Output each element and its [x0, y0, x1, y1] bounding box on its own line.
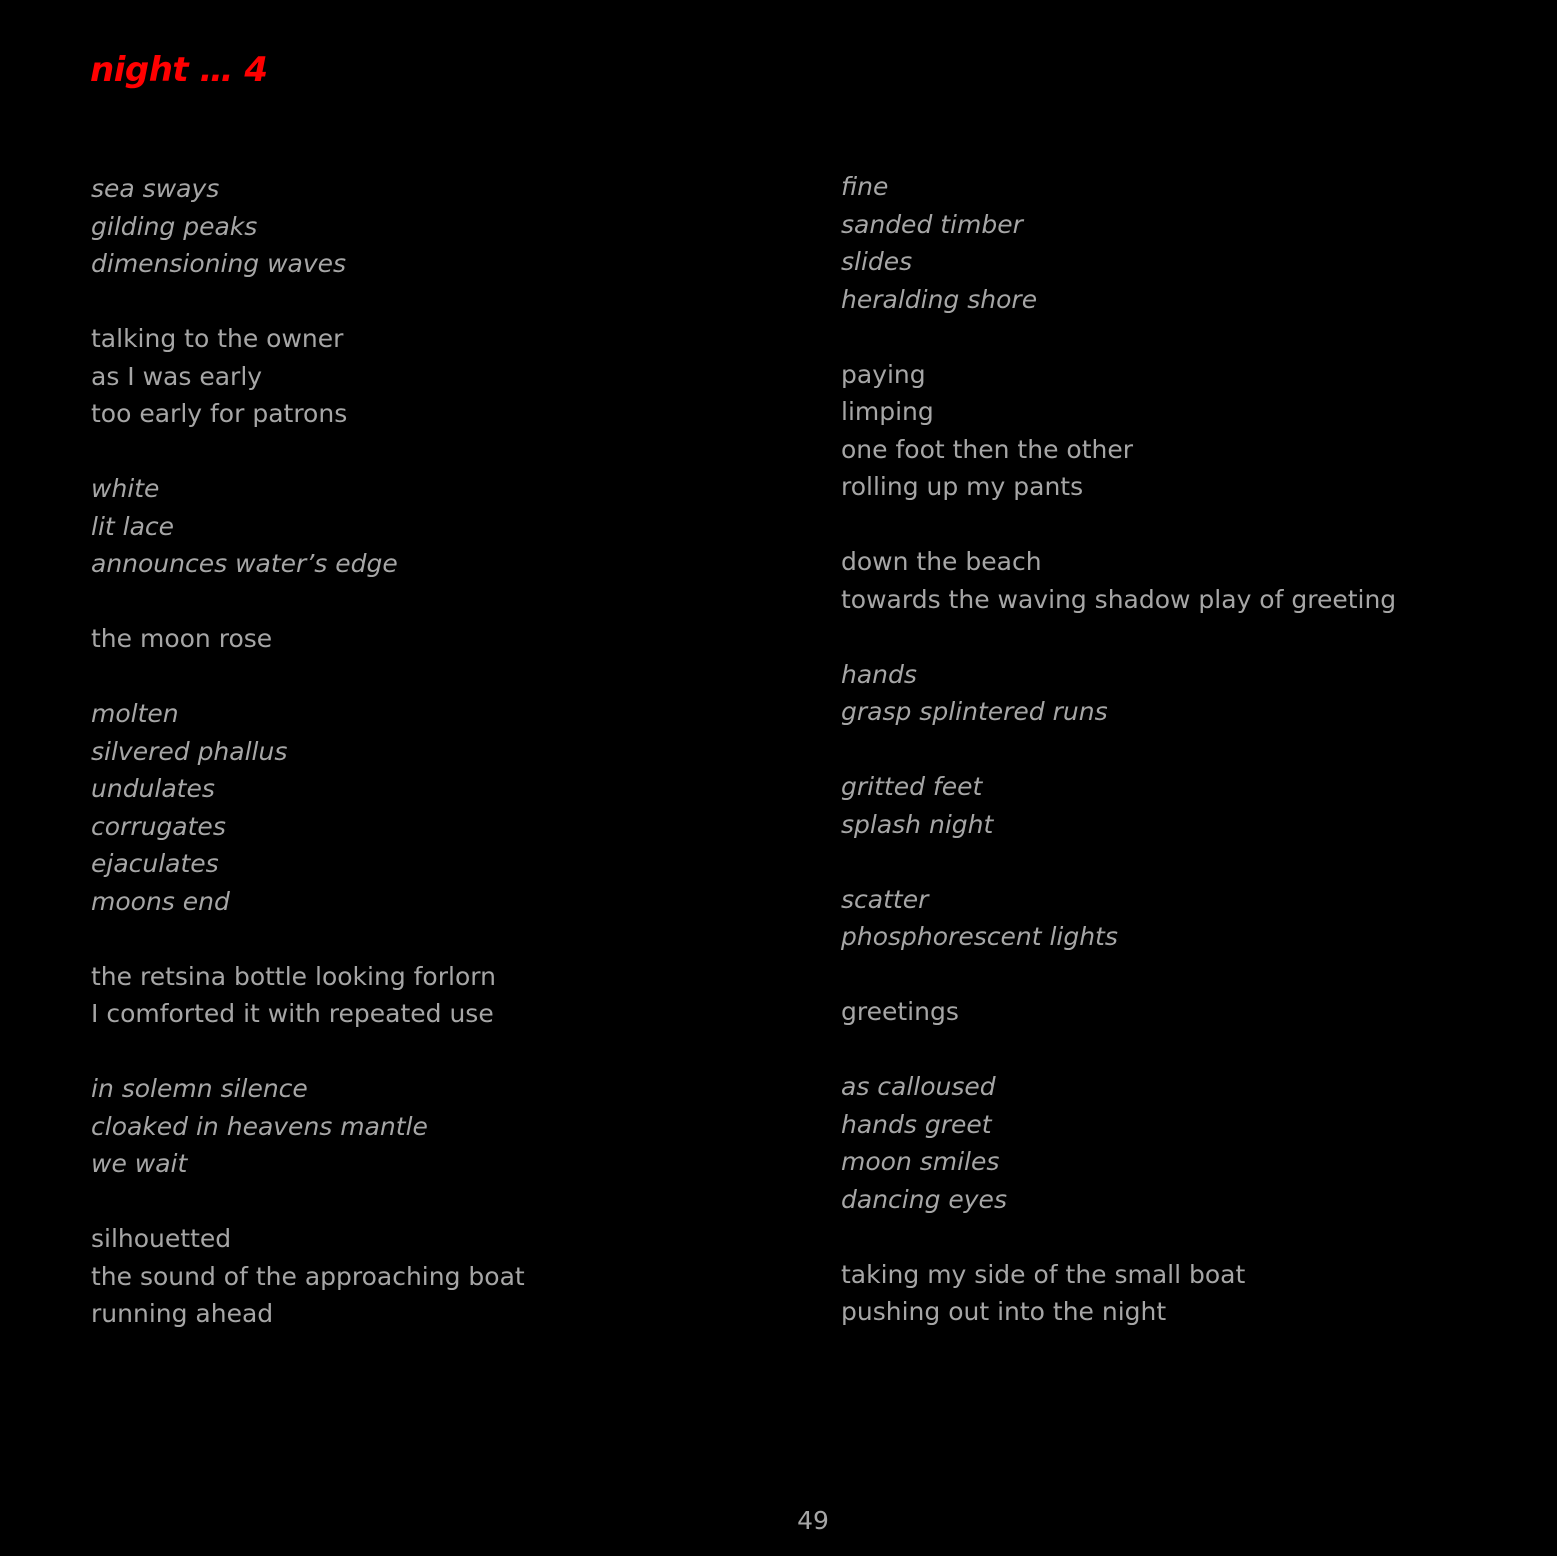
poem-line: undulates	[91, 774, 215, 803]
poem-line: in solemn silence	[91, 1074, 308, 1103]
poem-line: hands greet	[841, 1109, 992, 1139]
poem-line: we wait	[91, 1149, 188, 1178]
poem-line: as calloused	[841, 1072, 996, 1101]
poem-line: running ahead	[91, 1299, 274, 1328]
poem-line: dancing eyes	[841, 1184, 1007, 1214]
poem-line: silhouetted	[91, 1224, 232, 1253]
poem-line: white	[91, 474, 160, 503]
poem-line: grasp splintered runs	[841, 697, 1108, 726]
poem-line: slides	[841, 247, 913, 276]
poem-line: the moon rose	[91, 624, 273, 653]
poem-line: moon smiles	[841, 1147, 1000, 1176]
poem-line: gritted feet	[841, 772, 983, 801]
poem-line: the retsina bottle looking forlorn	[91, 961, 496, 991]
poem-line: announces water’s edge	[91, 549, 398, 578]
poem-line: the sound of the approaching boat	[91, 1261, 525, 1291]
poem-line: talking to the owner	[91, 324, 344, 353]
poem-line: greetings	[841, 997, 959, 1026]
poem-line: dimensioning waves	[91, 249, 347, 278]
poem-line: heralding shore	[841, 284, 1038, 314]
poem-title: night … 4	[90, 50, 268, 90]
poem-line: fine	[841, 172, 889, 201]
poem-line: phosphorescent lights	[841, 922, 1118, 951]
poem-line: sanded timber	[841, 209, 1023, 239]
poem-line: paying	[841, 359, 926, 389]
poem-line: as I was early	[91, 361, 263, 391]
poem-line: I comforted it with repeated use	[91, 999, 494, 1028]
poem-line: sea sways	[91, 174, 220, 203]
page-number: 49	[797, 1506, 829, 1535]
poem-line: splash night	[841, 809, 994, 839]
poem-line: rolling up my pants	[841, 472, 1084, 501]
poem-line: limping	[841, 397, 934, 426]
poem-line: hands	[841, 659, 917, 689]
poem-line: ejaculates	[91, 849, 219, 878]
poem-line: too early for patrons	[91, 399, 348, 428]
poem-line: cloaked in heavens mantle	[91, 1111, 428, 1141]
poem-line: taking my side of the small boat	[841, 1259, 1246, 1289]
poem-line: silvered phallus	[91, 736, 288, 766]
poem-line: corrugates	[91, 811, 226, 841]
poem-line: one foot then the other	[841, 434, 1134, 464]
poem-line: gilding peaks	[91, 211, 258, 241]
poem-line: molten	[91, 699, 179, 728]
poem-line: down the beach	[841, 547, 1042, 576]
poem-line: moons end	[91, 886, 230, 916]
poem-line: scatter	[841, 884, 929, 914]
poem-line: lit lace	[91, 511, 175, 541]
poem-line: pushing out into the night	[841, 1297, 1167, 1326]
poem-line: towards the waving shadow play of greeting	[841, 584, 1397, 614]
